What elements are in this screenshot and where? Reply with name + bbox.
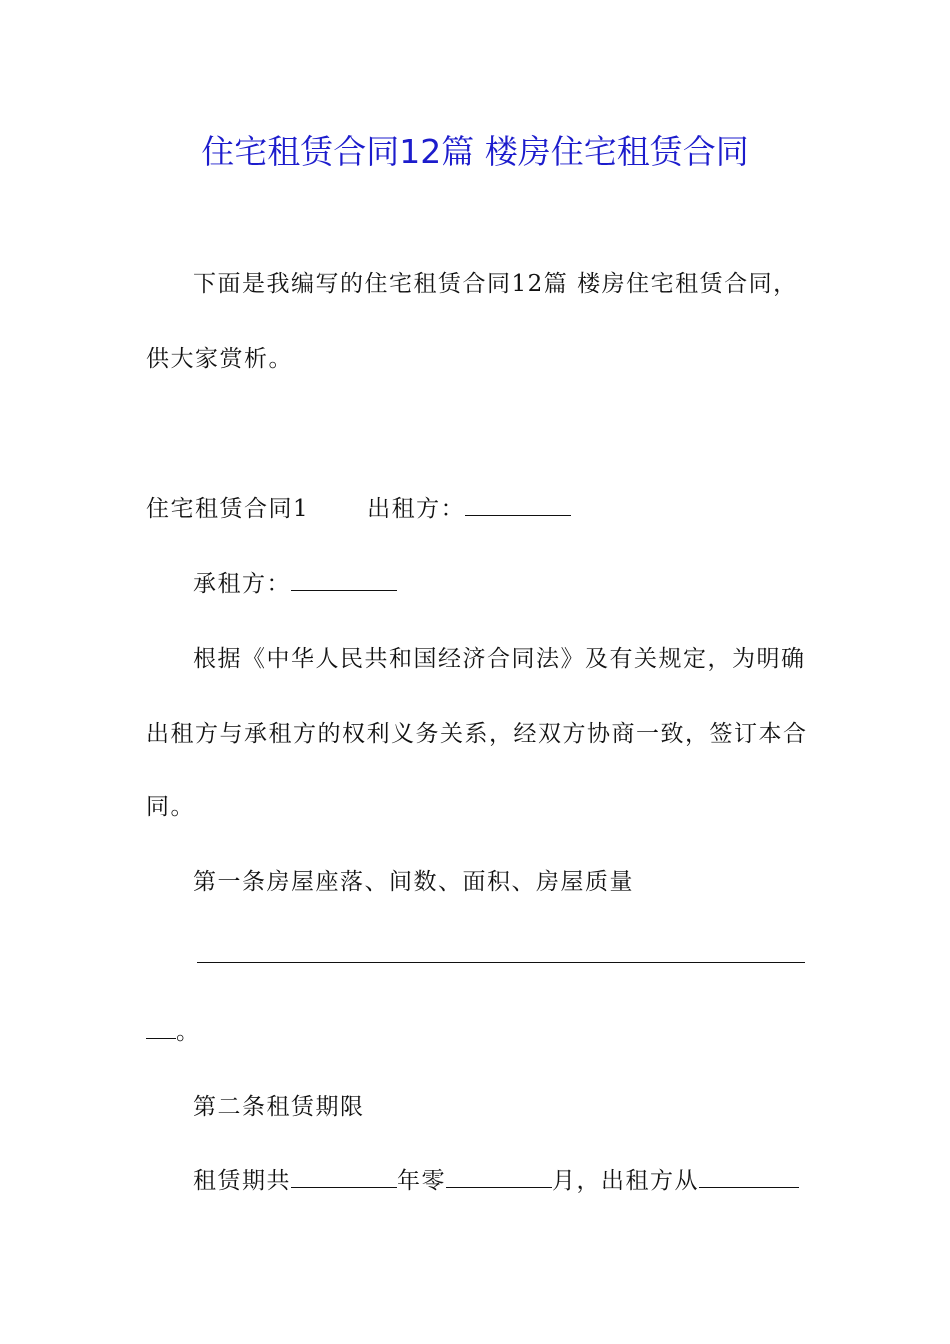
months-blank bbox=[446, 1167, 552, 1188]
article2-seg3: 月，出租方从 bbox=[552, 1168, 699, 1194]
article1-long-blank bbox=[197, 962, 805, 963]
article2-line-1 bbox=[193, 1165, 799, 1197]
lessee-label: 承租方： bbox=[193, 571, 291, 597]
intro-line-2: 供大家赏析。 bbox=[146, 346, 293, 372]
contract-heading: 住宅租赁合同1 bbox=[146, 496, 310, 522]
article2-seg2: 年零 bbox=[397, 1168, 446, 1194]
para1-line-3: 同。 bbox=[146, 794, 195, 820]
intro-line-1: 下面是我编写的住宅租赁合同12篇 楼房住宅租赁合同， bbox=[193, 271, 798, 297]
para1-line-1: 根据《中华人民共和国经济合同法》及有关规定，为明确 bbox=[193, 646, 806, 672]
lessee-blank bbox=[291, 570, 397, 591]
article1-end: 。 bbox=[176, 1019, 201, 1045]
lessor-blank bbox=[465, 495, 571, 516]
document-title: 住宅租赁合同12篇 楼房住宅租赁合同 bbox=[201, 132, 749, 171]
lessor-label: 出租方： bbox=[367, 496, 466, 522]
article1-title: 第一条房屋座落、间数、面积、房屋质量 bbox=[193, 869, 634, 895]
years-blank bbox=[291, 1167, 397, 1188]
article2-seg1: 租赁期共 bbox=[193, 1168, 291, 1194]
article1-end-blank bbox=[146, 1018, 176, 1039]
article1-end-row bbox=[146, 1016, 201, 1048]
article2-title: 第二条租赁期限 bbox=[193, 1094, 365, 1120]
start-date-blank bbox=[699, 1167, 799, 1188]
para1-line-2: 出租方与承租方的权利义务关系，经双方协商一致，签订本合 bbox=[146, 721, 808, 747]
lessee-row bbox=[193, 568, 397, 600]
contract-heading-row bbox=[146, 493, 571, 525]
